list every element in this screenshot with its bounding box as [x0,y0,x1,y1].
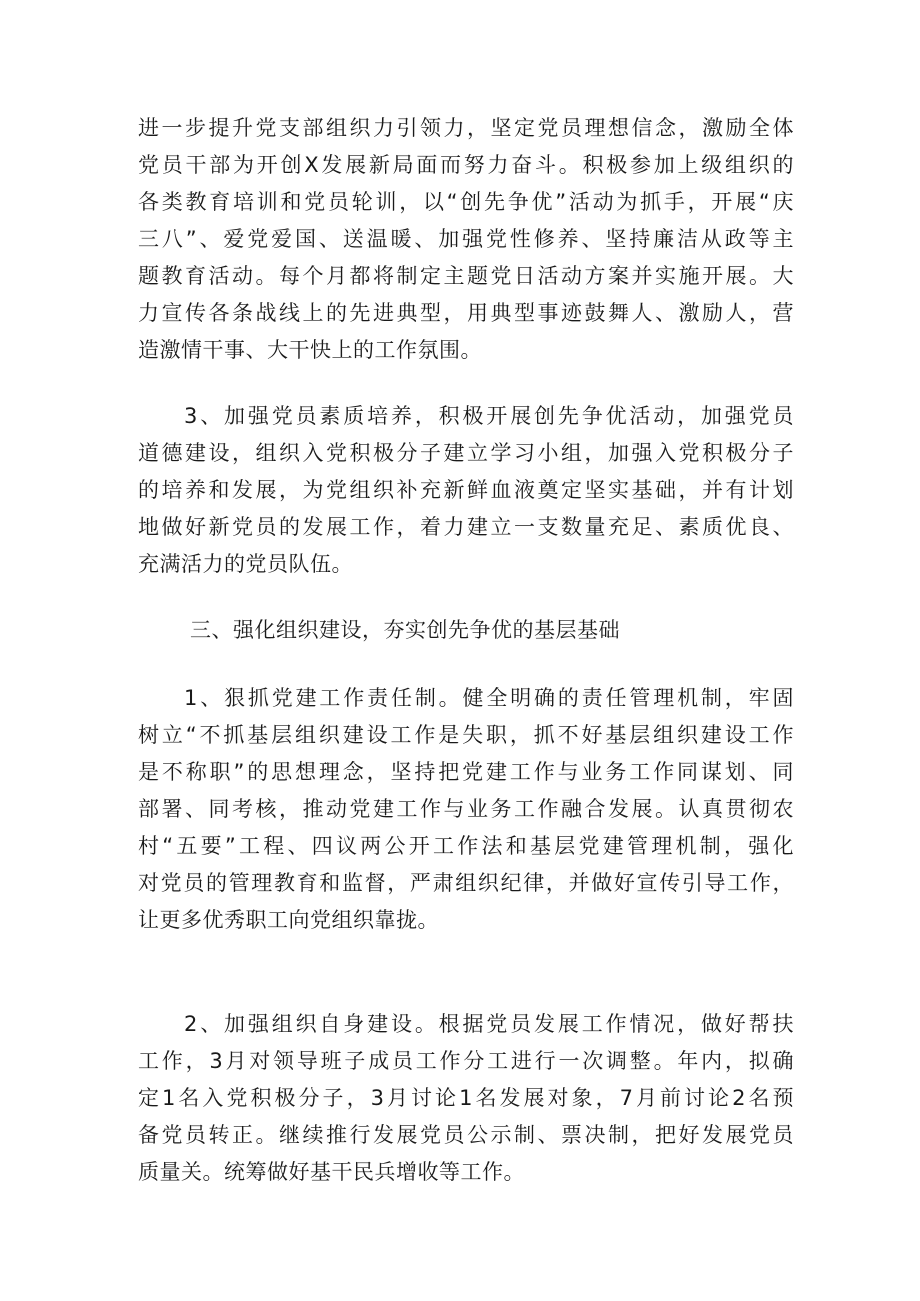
text-line: 是不称职”的思想理念，坚持把党建工作与业务工作同谋划、同 [138,760,794,784]
text-line: 2、加强组织自身建设。根据党员发展工作情况，做好帮扶 [184,1012,794,1036]
text-line: 质量关。统筹做好基干民兵增收等工作。 [138,1160,525,1184]
text-line: 地做好新党员的发展工作，着力建立一支数量充足、素质优良、 [138,515,794,539]
text-line: 让更多优秀职工向党组织靠拢。 [138,908,439,932]
text-line: 对党员的管理教育和监督，严肃组织纪律，并做好宣传引导工作， [138,871,794,895]
paragraph-member-quality [138,398,794,583]
section-heading-text: 三、强化组织建设，夯实创先争优的基层基础 [190,618,620,642]
text-line: 力宣传各条战线上的先进典型，用典型事迹鼓舞人、激励人，营 [138,301,794,325]
text-line: 道德建设，组织入党积极分子建立学习小组，加强入党积极分子 [138,441,794,465]
text-line: 造激情干事、大干快上的工作氛围。 [138,338,482,362]
text-line: 1、狠抓党建工作责任制。健全明确的责任管理机制，牢固 [184,686,794,710]
text-line: 备党员转正。继续推行发展党员公示制、票决制，把好发展党员 [138,1123,794,1147]
text-line: 进一步提升党支部组织力引领力，坚定党员理想信念，激励全体 [138,116,794,140]
text-line: 树立“不抓基层组织建设工作是失职，抓不好基层组织建设工作 [138,723,794,747]
text-line: 各类教育培训和党员轮训，以“创先争优”活动为抓手，开展“庆 [138,190,794,214]
text-line: 3、加强党员素质培养，积极开展创先争优活动，加强党员 [184,404,794,428]
text-line: 部署、同考核，推动党建工作与业务工作融合发展。认真贯彻农 [138,797,794,821]
paragraph-party-education [138,110,794,369]
section-heading [138,612,794,649]
text-line: 村“五要”工程、四议两公开工作法和基层党建管理机制，强化 [138,834,794,858]
paragraph-responsibility-system [138,680,794,939]
text-line: 工作，3月对领导班子成员工作分工进行一次调整。年内，拟确 [138,1049,794,1073]
text-line: 三八”、爱党爱国、送温暖、加强党性修养、坚持廉洁从政等主 [138,227,794,251]
text-line: 的培养和发展，为党组织补充新鲜血液奠定坚实基础，并有计划 [138,478,794,502]
text-line: 充满活力的党员队伍。 [138,552,353,576]
text-line: 定1名入党积极分子，3月讨论1名发展对象，7月前讨论2名预 [138,1086,794,1110]
text-line: 题教育活动。每个月都将制定主题党日活动方案并实施开展。大 [138,264,794,288]
text-line: 党员干部为开创X发展新局面而努力奋斗。积极参加上级组织的 [138,153,794,177]
paragraph-self-building [138,1006,794,1191]
